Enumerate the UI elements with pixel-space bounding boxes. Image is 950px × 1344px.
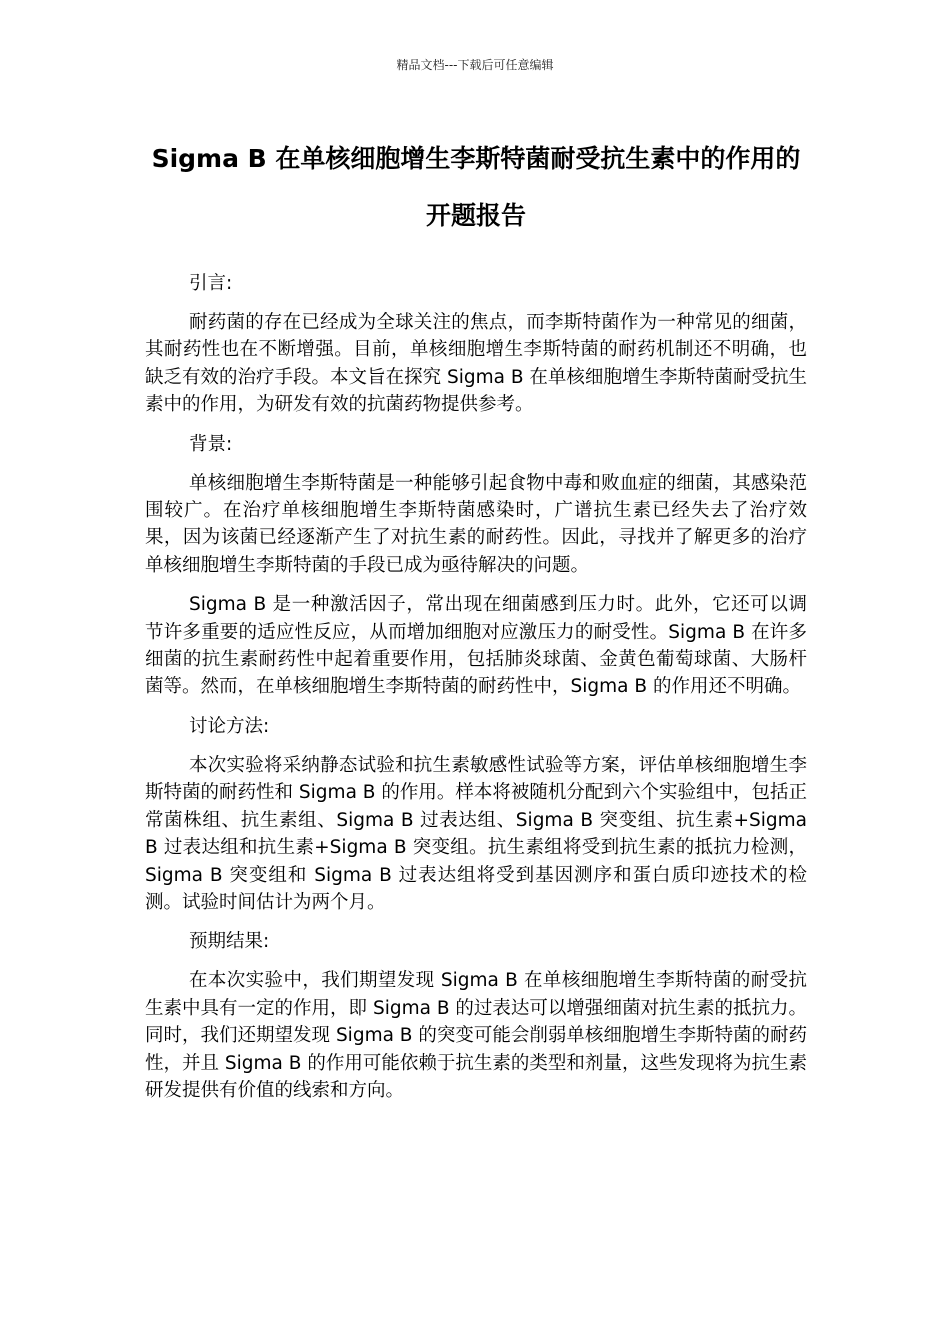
expected-results-paragraph: 在本次实验中，我们期望发现 Sigma B 在单核细胞增生李斯特菌的耐受抗生素中具有一定的作用，即 Sigma B 的过表达可以增强细菌对抗生素的抵抗力。同时，我们还期望发现 Sigma B 的突变可能会削弱单核细胞增生李斯特菌的耐药性，并且 Sigma B 的作用可能依赖于抗生素的类型和剂量，这些发现将为抗生素研发提供有价值的线索和方向。 [145,970,807,1101]
expected-results-heading: 预期结果: [189,931,270,953]
intro-paragraph: 耐药菌的存在已经成为全球关注的焦点，而李斯特菌作为一种常见的细菌，其耐药性也在不断增强。目前，单核细胞增生李斯特菌的耐药机制还不明确，也缺乏有效的治疗手段。本文旨在探究 Sigma B 在单核细胞增生李斯特菌耐受抗生素中的作用，为研发有效的抗菌药物提供参考。 [145,312,807,416]
page-header: 精品文档---下载后可任意编辑 [396,58,554,72]
background-paragraph-1: 单核细胞增生李斯特菌是一种能够引起食物中毒和败血症的细菌，其感染范围较广。在治疗单核细胞增生李斯特菌感染时，广谱抗生素已经失去了治疗效果，因为该菌已经逐渐产生了对抗生素的耐药性。因此，寻找并了解更多的治疗单核细胞增生李斯特菌的手段已成为亟待解决的问题。 [145,472,807,576]
document-body [145,270,807,1116]
document-title: Sigma B 在单核细胞增生李斯特菌耐受抗生素中的作用的开题报告 [151,144,801,230]
background-paragraph-2: Sigma B 是一种激活因子，常出现在细菌感到压力时。此外，它还可以调节许多重要的适应性反应，从而增加细胞对应激压力的耐受性。Sigma B 在许多细菌的抗生素耐药性中起着重要作用，包括肺炎球菌、金黄色葡萄球菌、大肠杆菌等。然而，在单核细胞增生李斯特菌的耐药性中，Sigma B 的作用还不明确。 [145,594,807,698]
methods-paragraph: 本次实验将采纳静态试验和抗生素敏感性试验等方案，评估单核细胞增生李斯特菌的耐药性和 Sigma B 的作用。样本将被随机分配到六个实验组中，包括正常菌株组、抗生素组、Sigma B 过表达组、Sigma B 突变组、抗生素+Sigma B 过表达组和抗生素+Sigma B 突变组。抗生素组将受到抗生素的抵抗力检测，Sigma B 突变组和 Sigma B 过表达组将受到基因测序和蛋白质印迹技术的检测。试验时间估计为两个月。 [145,754,807,913]
background-heading: 背景: [189,433,233,455]
methods-heading: 讨论方法: [189,715,270,737]
intro-heading: 引言: [189,273,233,294]
